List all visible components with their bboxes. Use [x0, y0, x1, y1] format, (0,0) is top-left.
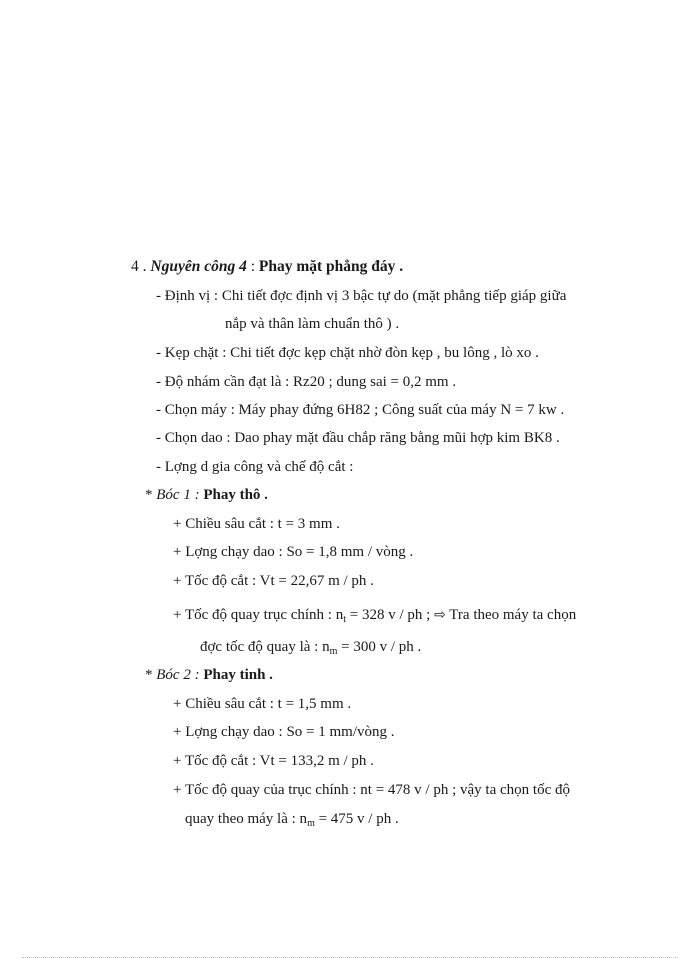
do-nham-line: - Độ nhám cần đạt là : Rz20 ; dung sai = 0,2 mm .	[156, 374, 457, 390]
step1-duoc-a: đợc tốc độ quay là : n	[200, 639, 330, 655]
step1-prefix: *	[145, 487, 157, 503]
step2-quay-line	[185, 810, 399, 828]
section-title-italic: Nguyên công 4	[150, 258, 247, 275]
step1-label-italic: Bóc 1 :	[156, 487, 200, 503]
chon-may-line: - Chọn máy : Máy phay đứng 6H82 ; Công suất của máy N = 7 kw .	[156, 402, 565, 418]
step1-toc-do-cat: + Tốc độ cắt : Vt = 22,67 m / ph .	[173, 573, 374, 589]
section-heading	[131, 258, 403, 276]
step2-toc-do-quay: + Tốc độ quay của trục chính : nt = 478 v / ph ; vậy ta chọn tốc độ	[173, 782, 570, 798]
step2-quay-b: = 475 v / ph .	[314, 811, 399, 827]
step1-toc-do-quay-a: + Tốc độ quay trục chính : n	[173, 607, 344, 623]
luong-du-line: - Lợng d gia công và chế độ cắt :	[156, 459, 354, 475]
chon-dao-line: - Chọn dao : Dao phay mặt đầu chắp răng bằng mũi hợp kim BK8 .	[156, 430, 560, 446]
step1-toc-do-quay-c: Tra theo máy ta chọn	[445, 607, 577, 623]
bottom-dotted-rule	[22, 957, 678, 958]
dinh-vi-line-1: - Định vị : Chi tiết đợc định vị 3 bậc tự do (mặt phẳng tiếp giáp giữa	[156, 288, 567, 304]
step2-prefix: *	[145, 667, 157, 683]
step2-label-bold: Phay tinh .	[199, 667, 273, 683]
right-arrow-icon: ⇨	[434, 607, 446, 623]
step1-label-bold: Phay thô .	[199, 487, 268, 503]
step2-luong-chay-dao: + Lợng chạy dao : So = 1 mm/vòng .	[173, 724, 395, 740]
step1-duoc-sub: m	[329, 646, 338, 657]
step1-heading	[145, 486, 268, 504]
section-title-bold: Phay mặt phẳng đáy .	[258, 258, 404, 275]
step1-chieu-sau: + Chiều sâu cắt : t = 3 mm .	[173, 516, 340, 532]
kep-chat-line: - Kẹp chặt : Chi tiết đợc kẹp chặt nhờ đòn kẹp , bu lông , lò xo .	[156, 345, 539, 361]
step2-heading	[145, 666, 273, 684]
step2-toc-do-cat: + Tốc độ cắt : Vt = 133,2 m / ph .	[173, 753, 374, 769]
step2-quay-a: quay theo máy là : n	[185, 811, 308, 827]
section-number: 4 .	[131, 258, 147, 275]
step2-chieu-sau: + Chiều sâu cắt : t = 1,5 mm .	[173, 696, 352, 712]
step2-label-italic: Bóc 2 :	[156, 667, 200, 683]
step1-toc-do-quay-sub: t	[343, 614, 347, 625]
step1-duoc-line	[200, 638, 421, 656]
dinh-vi-line-2: nắp và thân làm chuẩn thô ) .	[225, 316, 400, 332]
step1-luong-chay-dao: + Lợng chạy dao : So = 1,8 mm / vòng .	[173, 544, 414, 560]
step1-toc-do-quay-b: = 328 v / ph ;	[346, 607, 431, 623]
step1-duoc-b: = 300 v / ph .	[337, 639, 422, 655]
step1-toc-do-quay	[173, 606, 576, 624]
step2-quay-sub: m	[307, 818, 315, 829]
section-colon: :	[250, 258, 256, 275]
